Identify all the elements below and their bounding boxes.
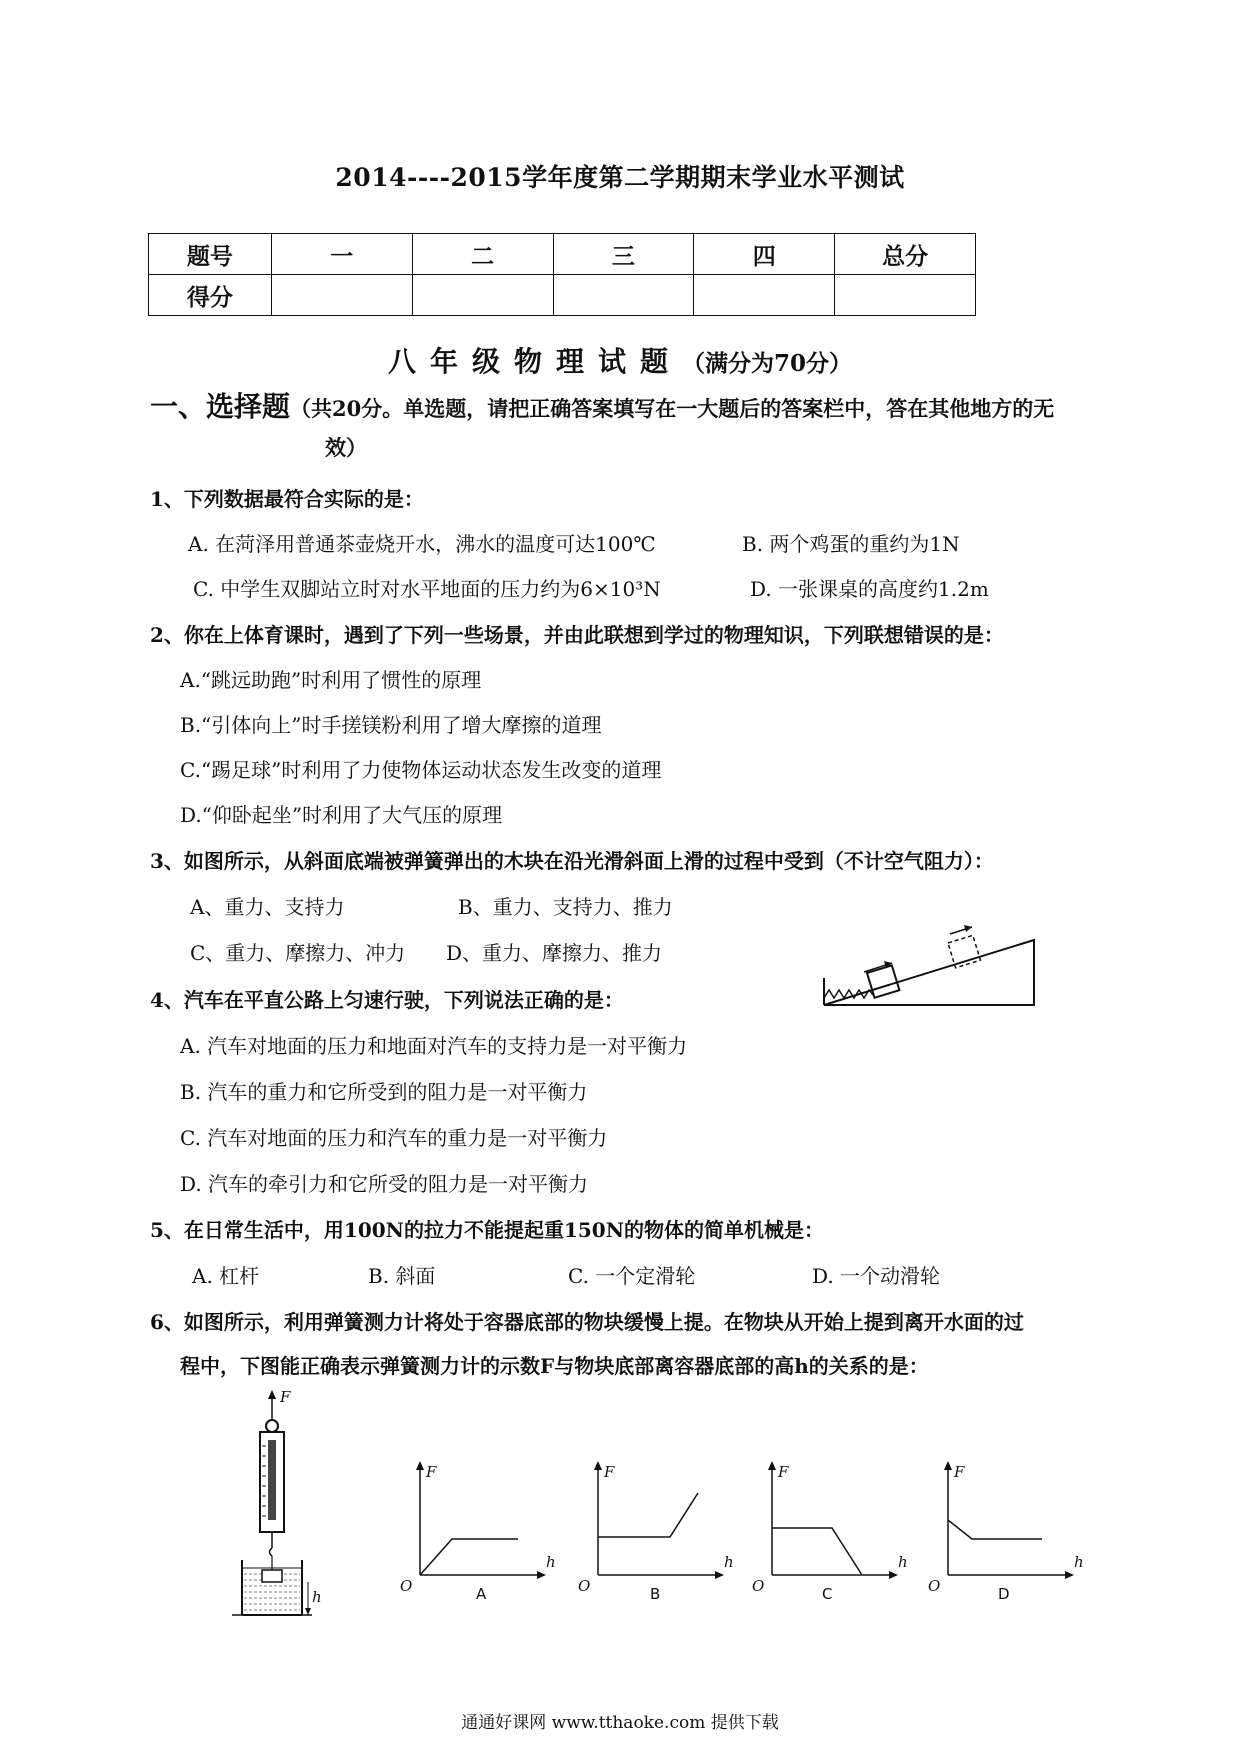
graph-a[interactable] (400, 1455, 560, 1603)
score-blank[interactable] (553, 275, 694, 316)
graph-d-y-label: F (954, 1463, 965, 1481)
section-title: 一、选择题 (150, 390, 291, 423)
graph-d-x-label: h (1074, 1553, 1084, 1571)
q3-option-d[interactable]: D、重力、摩擦力、推力 (446, 941, 663, 965)
graph-c-origin: O (752, 1577, 765, 1595)
q1-option-c[interactable]: C. 中学生双脚站立时对水平地面的压力约为6×10³N (193, 577, 661, 601)
score-blank[interactable] (412, 275, 553, 316)
graph-b-origin: O (578, 1577, 591, 1595)
q5-option-a[interactable]: A. 杠杆 (192, 1264, 260, 1288)
section-note: （共20分。单选题，请把正确答案填写在一大题后的答案栏中，答在其他地方的无 (290, 396, 1055, 421)
graph-b-label: B (650, 1585, 661, 1603)
incline-spring-figure (820, 910, 1040, 1010)
q5-option-d[interactable]: D. 一个动滑轮 (812, 1264, 941, 1288)
score-table (148, 233, 976, 316)
apparatus-force-label: F (280, 1388, 291, 1406)
score-cell-total: 总分 (835, 234, 976, 275)
q4-option-b[interactable]: B. 汽车的重力和它所受到的阻力是一对平衡力 (180, 1080, 588, 1104)
graph-b-y-label: F (604, 1463, 615, 1481)
question-5-stem: 5、在日常生活中，用100N的拉力不能提起重150N的物体的简单机械是： (150, 1218, 824, 1242)
graph-d-label: D (998, 1585, 1010, 1603)
q4-option-d[interactable]: D. 汽车的牵引力和它所受的阻力是一对平衡力 (180, 1172, 589, 1196)
question-3-stem: 3、如图所示，从斜面底端被弹簧弹出的木块在沿光滑斜面上滑的过程中受到（不计空气阻力）： (150, 849, 994, 873)
spring-scale-apparatus (228, 1390, 338, 1620)
exam-subtitle (0, 340, 1240, 380)
score-blank[interactable] (835, 275, 976, 316)
question-4-stem: 4、汽车在平直公路上匀速行驶，下列说法正确的是： (150, 988, 624, 1012)
question-6-stem-cont: 程中，下图能正确表示弹簧测力计的示数F与物块底部离容器底部的高h的关系的是： (180, 1354, 929, 1378)
q1-option-a[interactable]: A. 在菏泽用普通茶壶烧开水，沸水的温度可达100℃ (188, 532, 656, 556)
subject-title: 八年级物理试题 (387, 345, 682, 378)
q2-option-a[interactable]: A.“跳远助跑”时利用了惯性的原理 (180, 668, 482, 692)
score-blank[interactable] (271, 275, 412, 316)
graph-d[interactable] (928, 1455, 1088, 1603)
graph-c[interactable] (752, 1455, 912, 1603)
graph-c-y-label: F (778, 1463, 789, 1481)
q3-option-c[interactable]: C、重力、摩擦力、冲力 (190, 941, 406, 965)
graph-c-label: C (822, 1585, 833, 1603)
q3-option-b[interactable]: B、重力、支持力、推力 (458, 895, 673, 919)
q1-option-b[interactable]: B. 两个鸡蛋的重约为1N (742, 532, 960, 556)
question-1-stem: 1、下列数据最符合实际的是： (150, 487, 424, 511)
q5-option-b[interactable]: B. 斜面 (368, 1264, 436, 1288)
score-cell-label: 题号 (149, 234, 272, 275)
score-cell-part2: 二 (412, 234, 553, 275)
graph-a-x-label: h (546, 1553, 556, 1571)
graph-a-origin: O (400, 1577, 413, 1595)
question-2-stem: 2、你在上体育课时，遇到了下列一些场景，并由此联想到学过的物理知识，下列联想错误的是： (150, 623, 1004, 647)
score-cell-part4: 四 (694, 234, 835, 275)
q5-option-c[interactable]: C. 一个定滑轮 (568, 1264, 696, 1288)
score-row-label: 得分 (149, 275, 272, 316)
graph-a-label: A (476, 1585, 487, 1603)
footer-credit: 通通好课网 www.tthaoke.com 提供下载 (461, 1713, 779, 1733)
question-6-stem: 6、如图所示，利用弹簧测力计将处于容器底部的物块缓慢上提。在物块从开始上提到离开水面的过 (150, 1310, 1024, 1334)
graph-d-origin: O (928, 1577, 941, 1595)
q4-option-c[interactable]: C. 汽车对地面的压力和汽车的重力是一对平衡力 (180, 1126, 608, 1150)
q2-option-c[interactable]: C.“踢足球”时利用了力使物体运动状态发生改变的道理 (180, 758, 662, 782)
graph-b[interactable] (578, 1455, 738, 1603)
graph-a-y-label: F (426, 1463, 437, 1481)
graph-b-x-label: h (724, 1553, 734, 1571)
score-table-header-row (149, 234, 976, 275)
q2-option-d[interactable]: D.“仰卧起坐”时利用了大气压的原理 (180, 803, 503, 827)
full-score-note: （满分为70分） (682, 350, 853, 377)
apparatus-height-label: h (312, 1588, 322, 1606)
score-cell-part3: 三 (553, 234, 694, 275)
q2-option-b[interactable]: B.“引体向上”时手搓镁粉利用了增大摩擦的道理 (180, 713, 602, 737)
q1-option-d[interactable]: D. 一张课桌的高度约1.2m (750, 577, 989, 601)
score-table-score-row (149, 275, 976, 316)
exam-title: 2014----2015学年度第二学期期末学业水平测试 (335, 163, 905, 192)
q4-option-a[interactable]: A. 汽车对地面的压力和地面对汽车的支持力是一对平衡力 (180, 1034, 688, 1058)
score-cell-part1: 一 (271, 234, 412, 275)
q3-option-a[interactable]: A、重力、支持力 (190, 895, 345, 919)
score-blank[interactable] (694, 275, 835, 316)
graph-c-x-label: h (898, 1553, 908, 1571)
section-note-cont: 效） (325, 435, 367, 460)
section-heading (150, 385, 1054, 425)
